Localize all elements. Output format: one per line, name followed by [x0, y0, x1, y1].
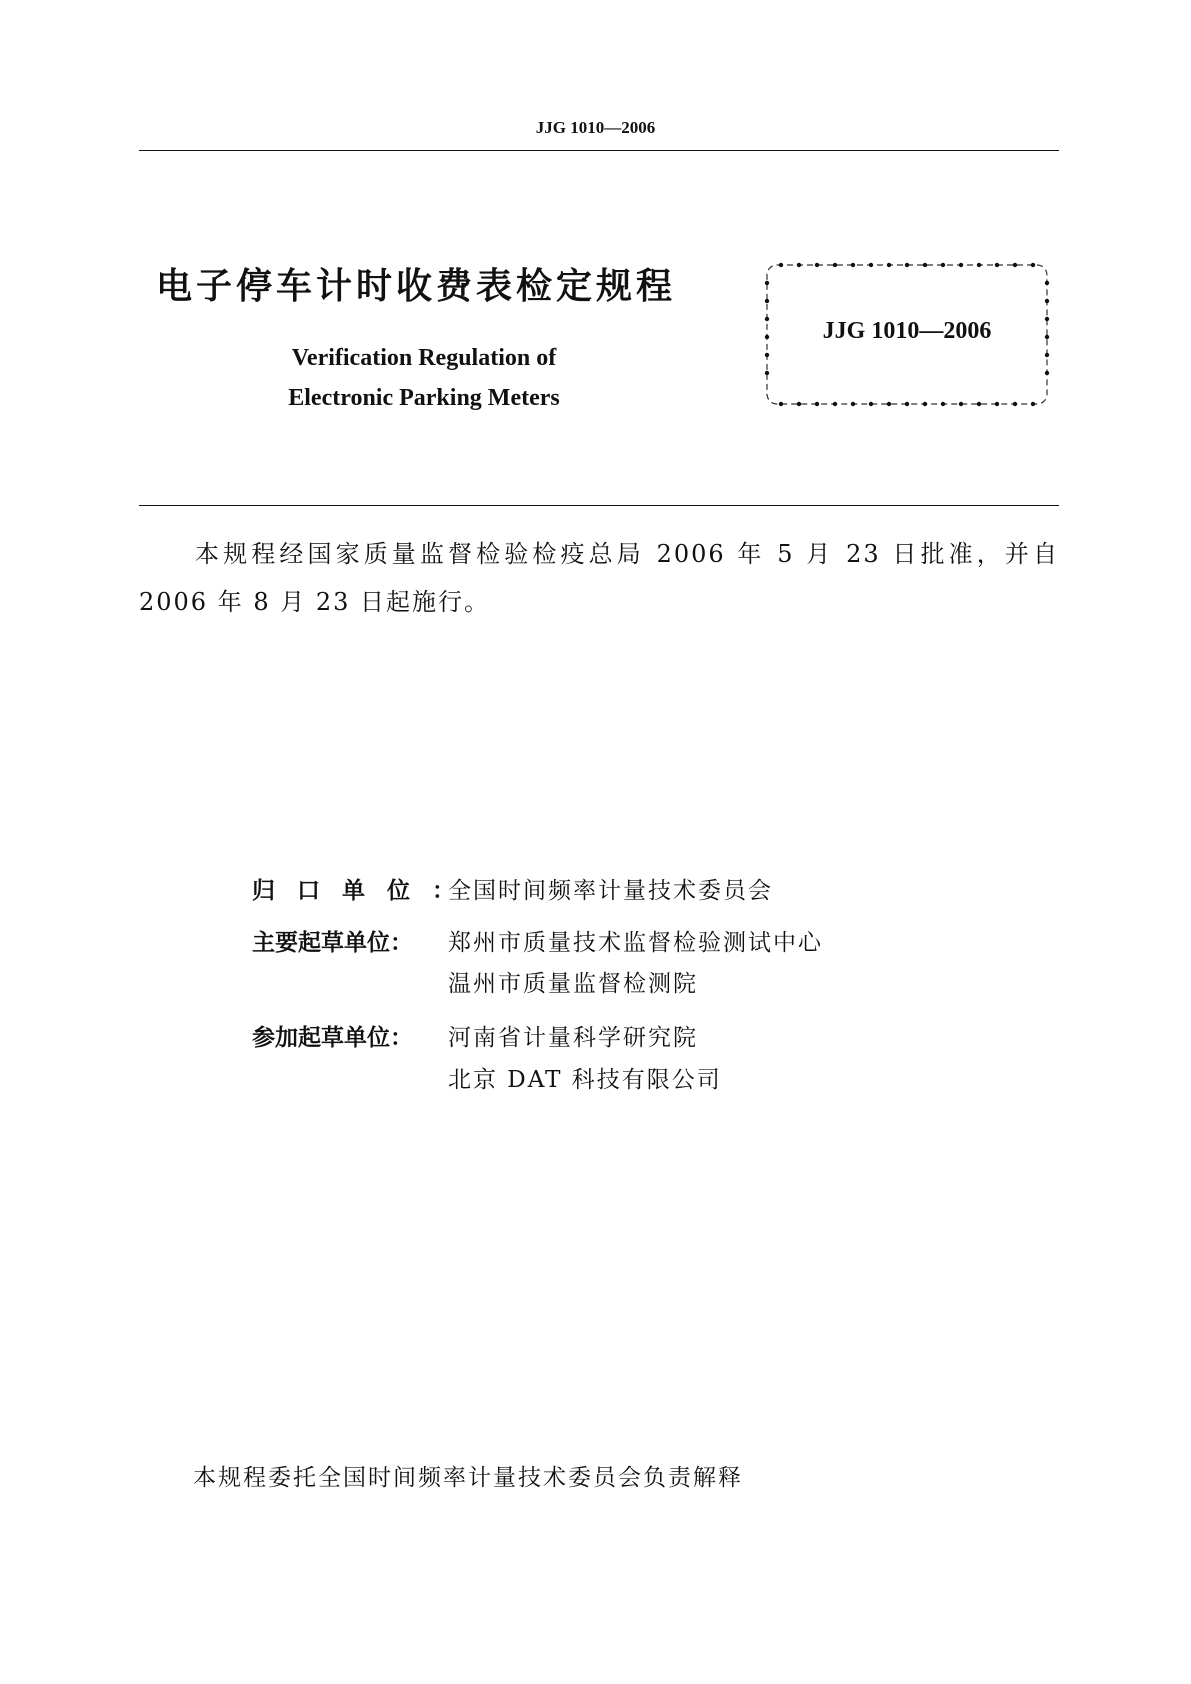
border-bead [779, 263, 783, 267]
org-participating-value-1: 河南省计量科学研究院 [448, 1025, 698, 1051]
border-bead [1045, 281, 1049, 285]
org-participating-label: 参加起草单位： [252, 1025, 413, 1051]
border-bead [977, 402, 981, 406]
border-bead [851, 402, 855, 406]
border-bead [765, 353, 769, 357]
border-bead [959, 263, 963, 267]
border-bead [941, 402, 945, 406]
header-rule [139, 150, 1059, 151]
title-english-line-1: Verification Regulation of [291, 345, 557, 371]
border-bead [1045, 371, 1049, 375]
border-bead [797, 263, 801, 267]
border-bead [995, 402, 999, 406]
title-english-line-2: Electronic Parking Meters [288, 385, 560, 411]
border-bead [905, 263, 909, 267]
border-bead [833, 402, 837, 406]
org-responsible-value: 全国时间频率计量技术委员会 [448, 878, 773, 904]
border-bead [995, 263, 999, 267]
border-bead [1013, 402, 1017, 406]
border-bead [887, 402, 891, 406]
border-bead [1031, 402, 1035, 406]
org-main-drafting-label: 主要起草单位： [252, 930, 413, 956]
org-responsible-label: 归口单位： [252, 878, 477, 904]
border-bead [887, 263, 891, 267]
approval-statement: 本规程经国家质量监督检验检疫总局 2006 年 5 月 23 日批准，并自 2006 年 8 月 23 日起施行。 [139, 540, 1059, 616]
standard-code-box [763, 261, 1051, 408]
border-bead [1013, 263, 1017, 267]
border-bead [977, 263, 981, 267]
border-bead [765, 371, 769, 375]
border-bead [923, 263, 927, 267]
code-box-code: JJG 1010—2006 [822, 318, 992, 344]
border-bead [959, 402, 963, 406]
footer-interpretation-note: 本规程委托全国时间频率计量技术委员会负责解释 [193, 1465, 743, 1491]
org-main-drafting-value-2: 温州市质量监督检测院 [448, 971, 698, 997]
border-bead [779, 402, 783, 406]
border-bead [815, 402, 819, 406]
border-bead [905, 402, 909, 406]
section-rule [139, 505, 1059, 506]
org-responsible-row [252, 872, 477, 905]
border-bead [765, 299, 769, 303]
title-chinese: 电子停车计时收费表检定规程 [156, 266, 677, 307]
border-bead [765, 281, 769, 285]
border-bead [923, 402, 927, 406]
border-bead [797, 402, 801, 406]
org-participating-value-2: 北京 DAT 科技有限公司 [448, 1067, 722, 1093]
org-main-drafting-value-1: 郑州市质量技术监督检验测试中心 [448, 930, 823, 956]
border-bead [1045, 299, 1049, 303]
border-bead [851, 263, 855, 267]
border-bead [833, 263, 837, 267]
border-bead [1045, 353, 1049, 357]
border-bead [1031, 263, 1035, 267]
border-bead [815, 263, 819, 267]
border-bead [941, 263, 945, 267]
border-bead [869, 263, 873, 267]
border-bead [869, 402, 873, 406]
header-standard-code: JJG 1010—2006 [535, 118, 656, 137]
